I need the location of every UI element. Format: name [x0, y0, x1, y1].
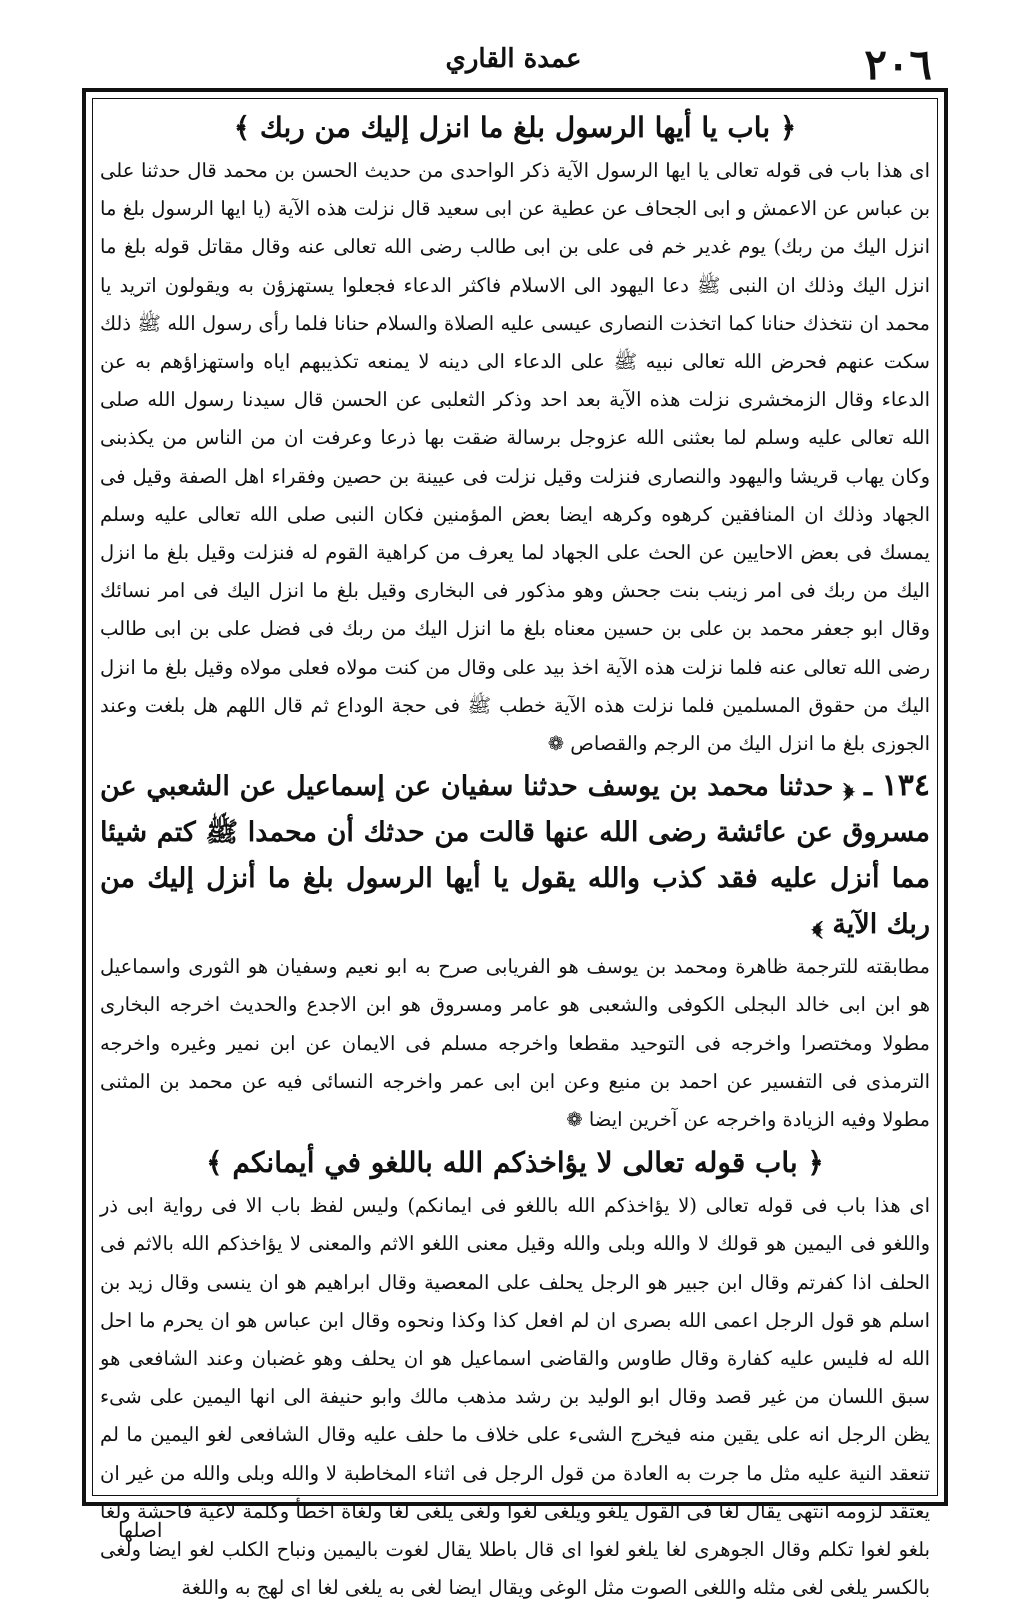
chapter-heading-1: ﴿ باب يا أيها الرسول بلغ ما انزل إليك من ربك ﴾ [233, 111, 797, 144]
commentary-paragraph-1: اى هذا باب فى قوله تعالى يا ايها الرسول الآية ذكر الواحدى من حديث الحسن بن محمد قال حدثنا على بن عباس عن الاعمش و ابى الجحاف عن عطية عن ابى سعيد قال نزلت هذه الآية (يا ايها الرسول بلغ ما انزل اليك من ربك) يوم غدير خم فى على بن ابى طالب رضى الله تعالى عنه وقال مقاتل قوله بلغ ما انزل اليك وذلك ان النبى ﷺ دعا اليهود الى الاسلام فاكثر الدعاء فجعلوا يستهزؤن به ويقولون اتريد يا محمد ان نتخذك حنانا كما اتخذت النصارى عيسى عليه الصلاة والسلام حنانا فلما رأى رسول الله ﷺ ذلك سكت عنهم فحرض الله تعالى نبيه ﷺ على الدعاء الى دينه لا يمنعه تكذيبهم اياه واستهزاؤهم به عن الدعاء وقال الزمخشرى نزلت هذه الآية بعد احد وذكر الثعلبى عن الحسن قال سيدنا رسول الله صلى الله تعالى عليه وسلم لما بعثنى الله عزوجل برسالة ضقت بها ذرعا وعرفت ان من الناس من يكذبنى وكان يهاب قريشا واليهود والنصارى فنزلت وقيل نزلت فى عيينة بن حصين وفقراء اهل الصفة وقيل فى الجهاد وذلك ان المنافقين كرهوه وكرهه ايضا بعض المؤمنين فكان النبى صلى الله تعالى عليه وسلم يمسك فى بعض الاحايين عن الحث على الجهاد لما يعرف من كراهية القوم له فنزلت وقيل بلغ ما انزل اليك من ربك فى امر زينب بنت جحش وهو مذكور فى البخارى وقيل بلغ ما انزل اليك فى امر نسائك وقال ابو جعفر محمد بن على بن حسين معناه بلغ ما انزل اليك من ربك فى فضل على بن ابى طالب رضى الله تعالى عنه فلما نزلت هذه الآية اخذ بيد على وقال من كنت مولاه فعلى مولاه وقيل بلغ ما انزل اليك من حقوق المسلمين فلما نزلت هذه الآية خطب ﷺ فى حجة الوداع ثم قال اللهم هل بلغت وعند الجوزى بلغ ما انزل اليك من الرجم والقصاص ❁ [100, 159, 930, 756]
commentary-paragraph-3: اى هذا باب فى قوله تعالى (لا يؤاخذكم الله باللغو فى ايمانكم) وليس لفظ باب الا فى رواية ابى ذر واللغو فى اليمين هو قولك لا والله وبلى والله وقيل معنى اللغو الاثم والمعنى لا يؤاخذكم الله بالاثم فى الحلف اذا كفرتم وقال ابن جبير هو الرجل يحلف على المعصية وقال ابراهيم هو ان ينسى وقال زيد بن اسلم هو قول الرجل اعمى الله بصرى ان لم افعل كذا وكذا ونحوه وقال ابن عباس هو ان يحرم ما احل الله له فليس عليه كفارة وقال طاوس والقاضى اسماعيل هو ان يحلف وهو غضبان وعند الشافعى هو سبق اللسان من غير قصد وقال ابو الوليد بن رشد مذهب مالك وابو حنيفة الى انها اليمين على شىء يظن الرجل انه على يقين منه فيخرج الشىء على خلاف ما حلف عليه وقال الشافعى لغو اليمين ما لم تنعقد النية عليه مثل ما جرت به العادة من قول الرجل فى اثناء المخاطبة لا والله وبلى والله من غير ان يعتقد لزومه انتهى يقال لغا فى القول يلغو ويلغى لغوا ولغى يلغى لغا ولغاة اخطأ وكلمة لاغية فاحشة ولغا بلغو لغوا تكلم وقال الجوهرى لغا يلغو لغوا اى قال باطلا يقال لغوت باليمين ونباح الكلب لغو ايضا ولغى بالكسر يلغى لغى مثله واللغى الصوت مثل الوغى ويقال ايضا لغى به يلغى لغا اى لهج به واللغة [100, 1194, 930, 1600]
chapter-heading-2: ﴿ باب قوله تعالى لا يؤاخذكم الله باللغو في أيمانكم ﴾ [206, 1146, 824, 1180]
running-title: عمدة القاري [445, 44, 582, 74]
hadith-block: ١٣٤ ـ ﴿ حدثنا محمد بن يوسف حدثنا سفيان عن إسماعيل عن الشعبي عن مسروق عن عائشة رضى الله عنها قالت من حدثك أن محمدا ﷺ كتم شيئا مما أنزل عليه فقد كذب والله يقول يا أيها الرسول بلغ ما أنزل إليك من ربك الآية ﴾ [100, 768, 930, 941]
catchword: اصلها [118, 1518, 163, 1542]
commentary-paragraph-2: مطابقته للترجمة ظاهرة ومحمد بن يوسف هو الفريابى صرح به ابو نعيم وسفيان هو الثورى واسماعيل هو ابن ابى خالد البجلى الكوفى والشعبى هو عامر ومسروق هو ابن الاجدع والحديث اخرجه البخارى مطولا ومختصرا واخرجه فى التوحيد مقطعا واخرجه مسلم فى الايمان عن ابن نمير وغيره واخرجه الترمذى فى التفسير عن احمد بن منيع وعن ابن ابى عمر واخرجه النسائى فيه عن محمد بن المثنى مطولا وفيه الزيادة واخرجه عن آخرين ايضا ❁ [100, 955, 930, 1132]
hadith-number: ١٣٤ [881, 768, 930, 804]
hadith-text: ﴿ حدثنا محمد بن يوسف حدثنا سفيان عن إسماعيل عن الشعبي عن مسروق عن عائشة رضى الله عنها قالت من حدثك أن محمدا ﷺ كتم شيئا مما أنزل عليه فقد كذب والله يقول يا أيها الرسول بلغ ما أنزل إليك من ربك الآية ﴾ [100, 771, 930, 941]
page-number: ٢٠٦ [864, 40, 932, 89]
page-header [0, 40, 1027, 90]
